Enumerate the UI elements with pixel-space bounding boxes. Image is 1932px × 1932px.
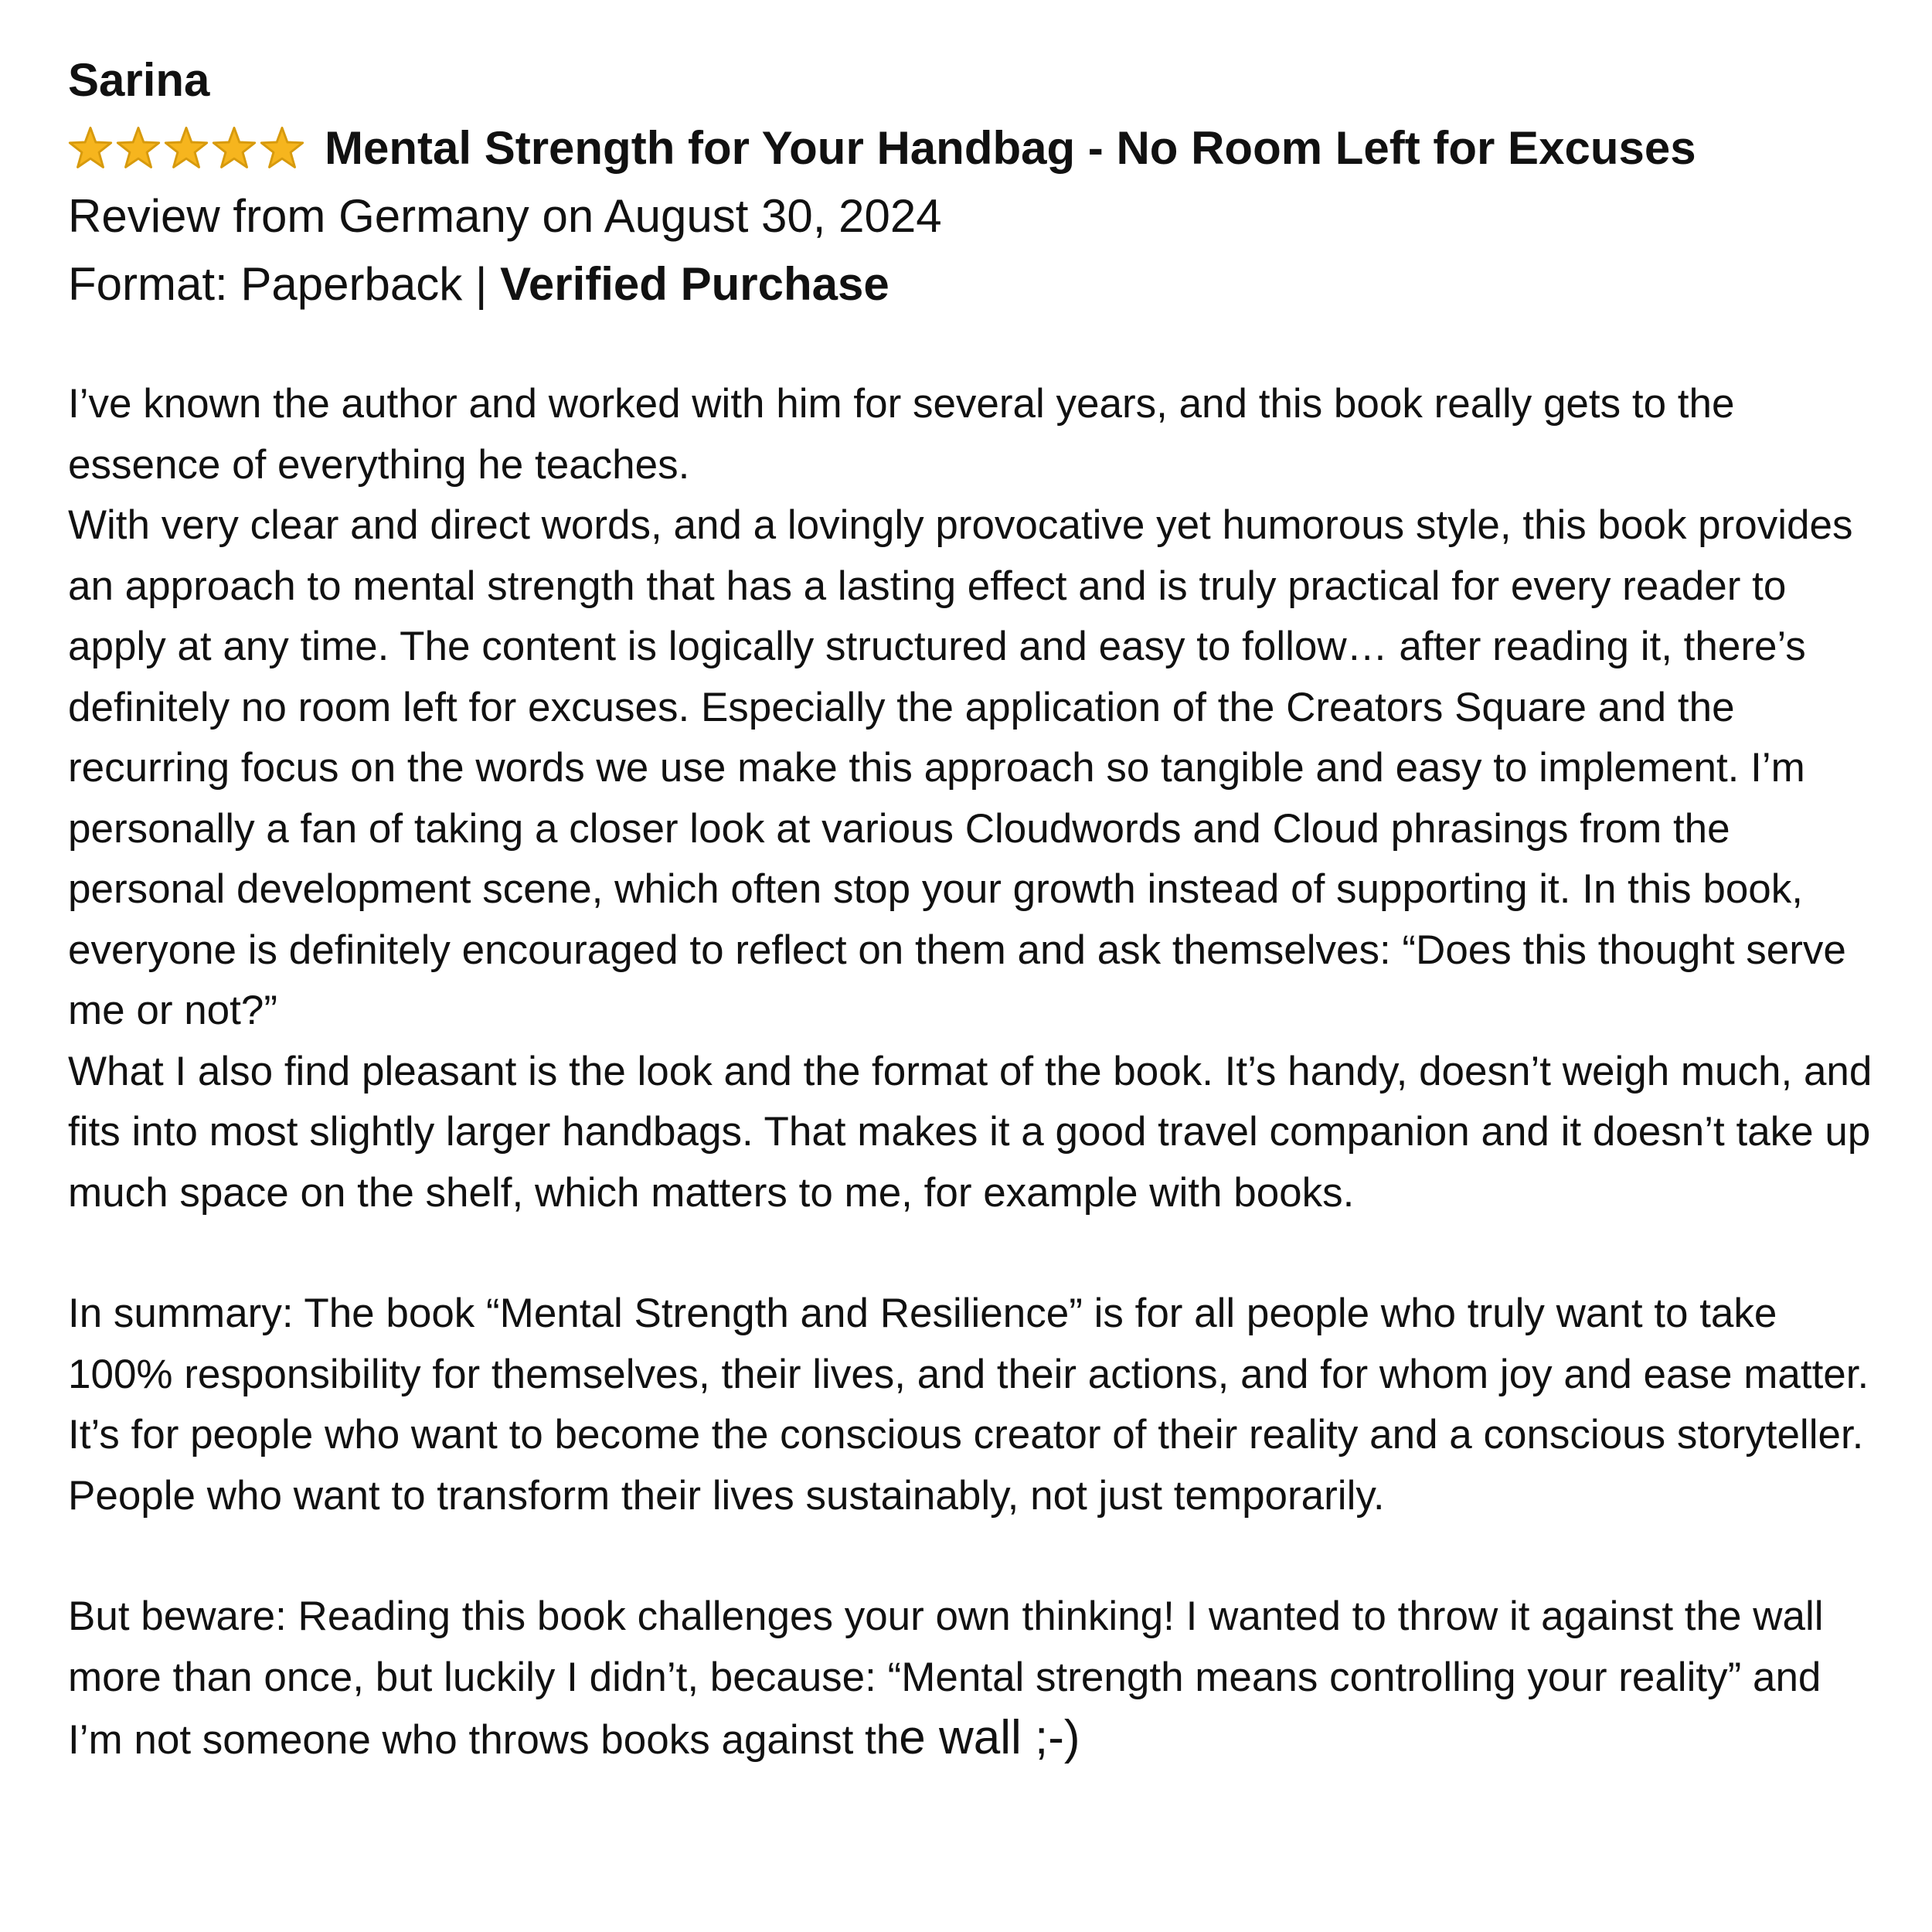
reviewer-name: Sarina (68, 54, 210, 106)
review-paragraph: With very clear and direct words, and a lovingly provocative yet humorous style, this book provides an approach to mental strength that has a lasting effect and is truly practical for every reader to apply at any time. The content is logically structured and easy to follow… after reading it, there’s definitely no room left for excuses. Especially the application of the Creators Square and the recurring focus on the words we use make this approach so tangible and easy to implement. I’m personally a fan of taking a closer look at various Cloudwords and Cloud phrasings from the personal development scene, which often stop your growth instead of supporting it. In this book, everyone is definitely encouraged to reflect on them and ask themselves: “Does this thought serve me or not?” (68, 502, 1853, 1033)
review-body (68, 374, 1884, 1771)
review-paragraph: In summary: The book “Mental Strength and Resilience” is for all people who truly want to take 100% responsibility for themselves, their lives, and their actions, and for whom joy and ease matter. It’s for people who want to become the conscious creator of their reality and a conscious storyteller. People who want to transform their lives sustainably, not just temporarily. (68, 1291, 1869, 1519)
star-icon (260, 126, 304, 171)
review-paragraph: What I also find pleasant is the look and the format of the book. It’s handy, doesn’t weigh much, and fits into most slightly larger handbags. That makes it a good travel companion and it doesn’t take up much space on the shelf, which matters to me, for example with books. (68, 1048, 1872, 1216)
star-rating (68, 126, 308, 171)
star-icon (212, 126, 257, 171)
review-card (68, 46, 1884, 1771)
verified-purchase-badge: Verified Purchase (500, 258, 889, 310)
review-format-line (68, 250, 1884, 318)
paragraph-spacer (68, 1526, 1884, 1587)
review-title: Mental Strength for Your Handbag - No Room Left for Excuses (325, 122, 1696, 174)
last-paragraph-tail: e wall ;-) (899, 1711, 1080, 1764)
paragraph-spacer (68, 1223, 1884, 1284)
review-origin-date: Review from Germany on August 30, 2024 (68, 190, 942, 242)
review-paragraph-last (68, 1587, 1884, 1771)
review-paragraph: I’ve known the author and worked with him for several years, and this book really gets to the essence of everything he teaches. (68, 381, 1735, 488)
star-icon (164, 126, 209, 171)
star-icon (68, 126, 113, 171)
star-icon (116, 126, 161, 171)
format-label: Format: Paperback | (68, 258, 501, 310)
last-paragraph-text: But beware: Reading this book challenges your own thinking! I wanted to throw it against the wall more than once, but luckily I didn’t, because: “Mental strength means controlling your reality” and I’m not someone who throws books against th (68, 1594, 1824, 1763)
review-title-row (68, 114, 1884, 182)
